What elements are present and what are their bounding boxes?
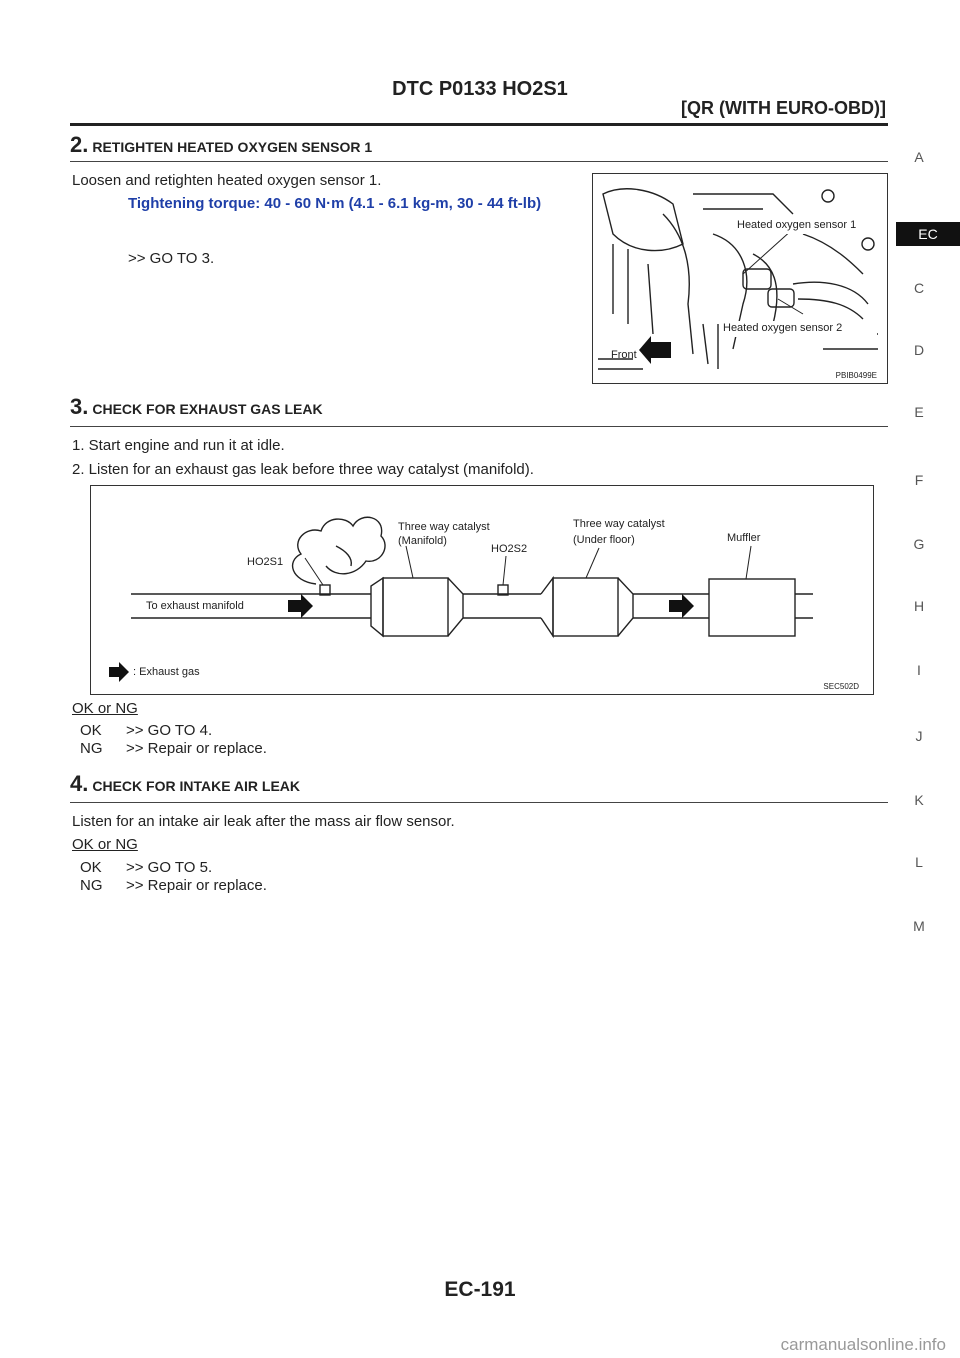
ok-ng-label: OK or NG (72, 700, 138, 717)
step-number: 3. (70, 394, 89, 419)
step-title: RETIGHTEN HEATED OXYGEN SENSOR 1 (92, 139, 373, 155)
page-subtitle: [QR (WITH EURO-OBD)] (681, 98, 886, 118)
step-4-rule (70, 802, 888, 803)
result-action: >> GO TO 5. (126, 859, 213, 876)
page-title: DTC P0133 HO2S1 (392, 78, 568, 100)
page-number: EC-191 (444, 1278, 516, 1301)
label-twc-manifold-1: Three way catalyst (398, 521, 490, 533)
sidebar-letter-k[interactable]: K (914, 792, 924, 808)
sidebar-letter-e[interactable]: E (914, 404, 924, 420)
step-3-heading (70, 394, 323, 420)
step-number: 2. (70, 132, 89, 157)
label-ho2s2: HO2S2 (491, 543, 528, 555)
sidebar-letter-h[interactable]: H (913, 598, 925, 614)
step-3-rule (70, 426, 888, 427)
result-row-ng[interactable] (80, 877, 267, 894)
step-title: CHECK FOR INTAKE AIR LEAK (92, 778, 301, 794)
sidebar-letter-j[interactable]: J (915, 728, 923, 744)
result-action: >> Repair or replace. (126, 877, 267, 894)
result-row-ng[interactable] (80, 740, 267, 757)
label-exhaust-gas-legend: : Exhaust gas (133, 666, 200, 678)
torque-spec: Tightening torque: 40 - 60 N·m (4.1 - 6.1 kg-m, 30 - 44 ft-lb) (128, 195, 542, 212)
step-2-rule (70, 161, 888, 162)
sidebar-letter-i[interactable]: I (917, 662, 921, 678)
sidebar-letter-a[interactable]: A (914, 149, 924, 165)
label-twc-floor-1: Three way catalyst (573, 518, 665, 530)
step-number: 4. (70, 771, 89, 796)
step-4-instruction: Listen for an intake air leak after the mass air flow sensor. (72, 813, 455, 830)
sidebar-tab-active[interactable]: EC (896, 222, 960, 246)
step-4-heading (70, 771, 300, 797)
step-2-heading (70, 132, 372, 158)
label-ho2s1: HO2S1 (247, 556, 284, 568)
step-3-item-2: 2. Listen for an exhaust gas leak before three way catalyst (manifold). (72, 461, 534, 478)
label-muffler: Muffler (727, 532, 761, 544)
exhaust-system-figure (90, 485, 874, 695)
label-front: Front (611, 349, 637, 361)
figure-code: PBIB0499E (835, 371, 877, 380)
result-key: NG (80, 877, 103, 894)
result-key: OK (80, 722, 102, 739)
sidebar-letter-l[interactable]: L (915, 854, 923, 870)
sidebar-letter-f[interactable]: F (914, 472, 924, 488)
label-to-exhaust-manifold: To exhaust manifold (146, 600, 244, 612)
engine-sensor-illustration (593, 174, 887, 383)
label-heated-oxygen-sensor-1: Heated oxygen sensor 1 (737, 219, 857, 231)
sidebar-letter-g[interactable]: G (913, 536, 925, 552)
result-action: >> Repair or replace. (126, 740, 267, 757)
sidebar-letter-c[interactable]: C (913, 280, 925, 296)
step-2-goto[interactable]: >> GO TO 3. (128, 250, 215, 267)
exhaust-system-diagram (91, 486, 873, 694)
sidebar-letter-m[interactable]: M (913, 918, 925, 934)
sidebar-letter-d[interactable]: D (913, 342, 925, 358)
label-twc-floor-2: (Under floor) (573, 534, 635, 546)
label-twc-manifold-2: (Manifold) (398, 535, 447, 547)
step-title: CHECK FOR EXHAUST GAS LEAK (92, 401, 323, 417)
step-3-item-1: 1. Start engine and run it at idle. (72, 437, 285, 454)
engine-sensor-figure (592, 173, 888, 384)
label-heated-oxygen-sensor-2: Heated oxygen sensor 2 (723, 322, 843, 334)
header-rule (70, 123, 888, 126)
watermark: carmanualsonline.info (780, 1335, 946, 1354)
step-2-instruction: Loosen and retighten heated oxygen sensor 1. (72, 172, 382, 189)
result-key: NG (80, 740, 103, 757)
figure-code: SEC502D (823, 682, 859, 691)
result-key: OK (80, 859, 102, 876)
result-action: >> GO TO 4. (126, 722, 213, 739)
result-row-ok[interactable] (80, 859, 212, 876)
result-row-ok[interactable] (80, 722, 212, 739)
ok-ng-label: OK or NG (72, 836, 138, 853)
